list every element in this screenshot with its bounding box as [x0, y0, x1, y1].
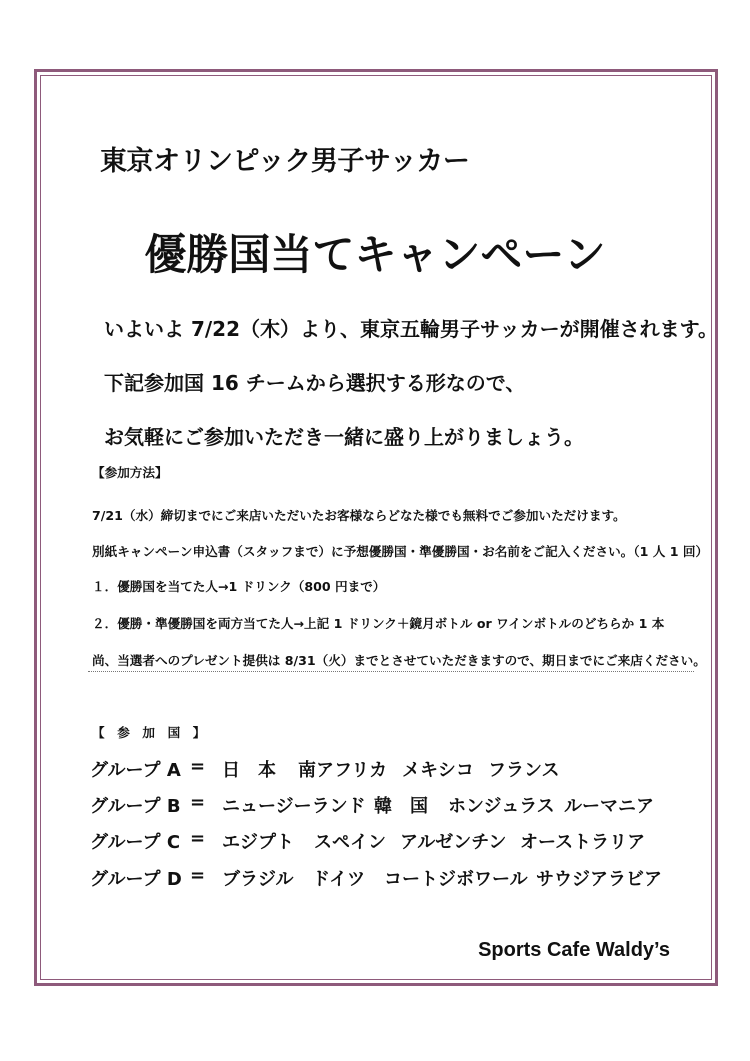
intro-line-1: いよいよ 7/22（木）より、東京五輪男子サッカーが開催されます。	[104, 317, 719, 341]
team-name: メキシコ	[402, 760, 474, 781]
intro-line-3: お気軽にご参加いただき一緒に盛り上がりましょう。	[104, 425, 584, 449]
team-name: コートジボワール	[384, 869, 528, 890]
team-name: サウジアラビア	[536, 869, 662, 890]
team-name: スペイン	[314, 832, 386, 853]
method-line: 別紙キャンペーン申込書（スタッフまで）に予想優勝国・準優勝国・お名前をご記入ください。（1 人 1 回）	[92, 544, 709, 559]
method-heading: 【参加方法】	[92, 465, 168, 480]
deadline-note-underline	[88, 671, 694, 672]
team-name: ドイツ	[312, 869, 366, 890]
team-name: オーストラリア	[520, 832, 646, 853]
method-line: 7/21（水）締切までにご来店いただいたお客様ならどなた様でも無料でご参加いただけます。	[92, 508, 626, 523]
deadline-note: 尚、当選者へのプレゼント提供は 8/31（火）までとさせていただきますので、期日までにご来店ください。	[92, 653, 706, 668]
team-name: アルゼンチン	[400, 832, 507, 853]
team-name: ルーマニア	[564, 796, 654, 817]
prize-line-2: ２．優勝・準優勝国を両方当てた人→上記 1 ドリンク＋鏡月ボトル or ワインボトルのどちらか 1 本	[92, 616, 665, 631]
equals-sign: =	[190, 828, 206, 849]
group-name: グループ D	[90, 869, 182, 890]
team-name: 日 本	[222, 760, 276, 781]
prize-line-1: １．優勝国を当てた人→1 ドリンク（800 円まで）	[92, 579, 386, 594]
group-name: グループ A	[90, 760, 181, 781]
equals-sign: =	[190, 865, 206, 886]
team-name: ニュージーランド	[222, 796, 366, 817]
countries-heading: 【 参 加 国 】	[92, 725, 206, 740]
team-name: エジプト	[222, 832, 294, 853]
equals-sign: =	[190, 792, 206, 813]
campaign-title: 優勝国当てキャンペーン	[144, 230, 606, 279]
team-name: 韓 国	[374, 796, 428, 817]
team-name: フランス	[488, 760, 560, 781]
intro-line-2: 下記参加国 16 チームから選択する形なので、	[104, 371, 526, 395]
group-name: グループ B	[90, 796, 181, 817]
team-name: 南アフリカ	[298, 760, 388, 781]
equals-sign: =	[190, 756, 206, 777]
group-name: グループ C	[90, 832, 181, 853]
team-name: ホンジュラス	[448, 796, 555, 817]
campaign-subtitle: 東京オリンピック男子サッカー	[100, 146, 470, 177]
shop-name: Sports Cafe Waldy’s	[478, 939, 670, 961]
team-name: ブラジル	[222, 869, 294, 890]
